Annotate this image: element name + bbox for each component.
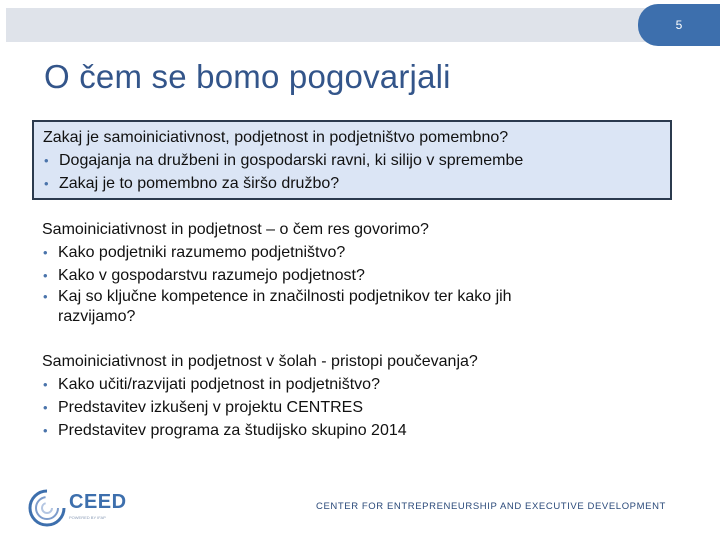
section-heading: Zakaj je samoiniciativnost, podjetnost in podjetništvo pomembno? [43, 129, 509, 146]
ceed-logo-icon [26, 487, 68, 529]
section-heading: Samoiniciativnost in podjetnost – o čem res govorimo? [42, 221, 429, 238]
bullet-icon: • [43, 400, 48, 415]
bullet-icon: • [43, 423, 48, 438]
list-item: • Dogajanja na družbeni in gospodarski ravni, ki silijo v spremembe [43, 149, 670, 172]
bullet-icon: • [43, 245, 48, 260]
bullet-icon: • [43, 377, 48, 392]
highlighted-section [32, 120, 672, 200]
list-item: • Kako podjetniki razumemo podjetništvo? [42, 241, 512, 264]
list-item: • Kako v gospodarstvu razumejo podjetnost? [42, 264, 512, 287]
list-item: • Predstavitev izkušenj v projektu CENTRES [42, 396, 478, 419]
logo-tagline: POWERED BY IFAP [69, 515, 106, 520]
list-item: • Predstavitev programa za študijsko skupino 2014 [42, 419, 478, 442]
bullet-icon: • [44, 176, 49, 191]
page-number: 5 [675, 18, 683, 32]
bullet-icon: • [43, 268, 48, 283]
bullet-icon: • [44, 153, 49, 168]
bullet-icon: • [43, 289, 48, 304]
ceed-logo [26, 487, 127, 529]
list-item: • Zakaj je to pomembno za širšo družbo? [43, 172, 670, 195]
bullet-list [42, 373, 478, 442]
slide-title: O čem se bomo pogovarjali [44, 58, 451, 95]
footer-text: CENTER FOR ENTREPRENEURSHIP AND EXECUTIVE DEVELOPMENT [316, 501, 666, 512]
page-number-badge [638, 4, 720, 46]
bullet-list [43, 149, 670, 195]
list-item: • Kaj so ključne kompetence in značilnosti podjetnikov ter kako jih razvijamo? [43, 288, 512, 325]
section-2 [42, 218, 512, 327]
section-heading: Samoiniciativnost in podjetnost v šolah - pristopi poučevanja? [42, 353, 478, 370]
section-3 [42, 350, 478, 442]
list-item: • Kako učiti/razvijati podjetnost in podjetništvo? [42, 373, 478, 396]
header-bar [6, 8, 720, 42]
bullet-list [42, 241, 512, 327]
logo-wordmark: CEED [69, 491, 127, 513]
